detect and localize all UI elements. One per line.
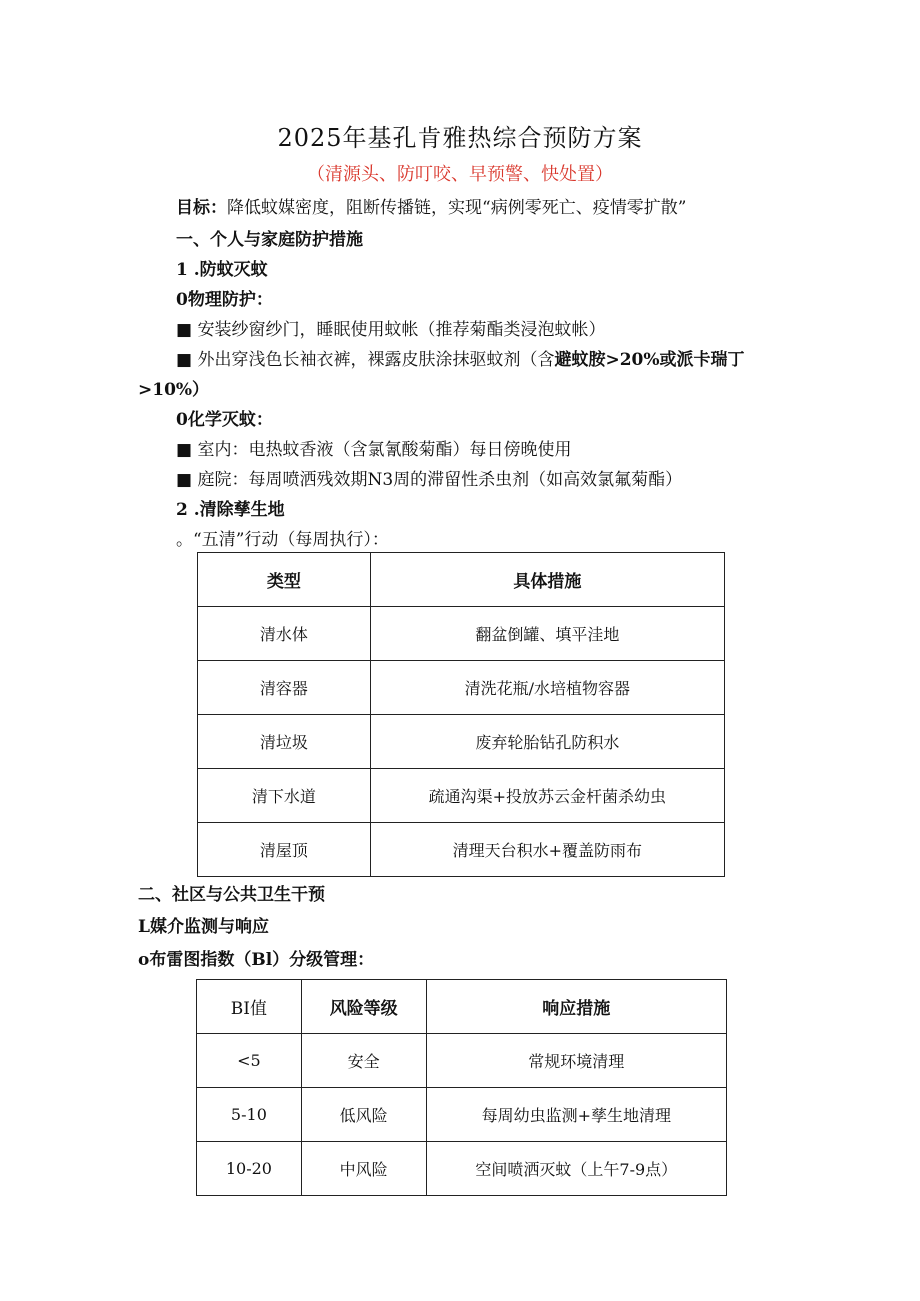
table-cell: 清水体 xyxy=(198,607,371,661)
five-clean-label: 。“五清”行动（每周执行）： xyxy=(176,530,389,550)
table-cell: 清下水道 xyxy=(198,769,371,823)
physical-item-1: ■ 安装纱窗纱门，睡眠使用蚊帐（推荐菊酯类浸泡蚊帐） xyxy=(176,320,606,340)
table-header-cell: 具体措施 xyxy=(370,553,724,607)
table-row xyxy=(198,607,725,661)
table-cell: 安全 xyxy=(301,1034,426,1088)
table-row xyxy=(198,769,725,823)
table-cell: 10-20 xyxy=(197,1142,302,1196)
table-cell: 空间喷洒灭蚊（上午7-9点） xyxy=(426,1142,726,1196)
table-header-cell: 响应措施 xyxy=(426,980,726,1034)
table-cell: 翻盆倒罐、填平洼地 xyxy=(370,607,724,661)
table-cell: 清垃圾 xyxy=(198,715,371,769)
physical-item-2-text: ■ 外出穿浅色长袖衣裤，裸露皮肤涂抹驱蚊剂（含 xyxy=(176,350,555,370)
table-cell: <5 xyxy=(197,1034,302,1088)
table-row xyxy=(198,715,725,769)
table-header-cell: 风险等级 xyxy=(301,980,426,1034)
table-cell: 每周幼虫监测+孳生地清理 xyxy=(426,1088,726,1142)
five-clean-table xyxy=(197,552,725,877)
table-header-row xyxy=(197,980,727,1034)
table-cell: 5-10 xyxy=(197,1088,302,1142)
table-cell: 清屋顶 xyxy=(198,823,371,877)
table-header-row xyxy=(198,553,725,607)
physical-protection-label: 0物理防护： xyxy=(176,290,273,310)
table-row xyxy=(197,1142,727,1196)
table-cell: 中风险 xyxy=(301,1142,426,1196)
physical-item-2 xyxy=(176,345,745,370)
goal-text: 降低蚊媒密度，阻断传播链，实现“病例零死亡、疫情零扩散” xyxy=(227,198,687,218)
goal-line xyxy=(176,193,686,218)
section-1-2-heading: 2 .清除孳生地 xyxy=(176,500,285,520)
physical-item-2-emphasis: 避蚊胺>20%或派卡瑞丁 xyxy=(554,350,745,370)
section-1-1-heading: 1 .防蚊灭蚊 xyxy=(176,260,268,280)
physical-item-2-continued: >10%） xyxy=(138,380,210,400)
table-cell: 废弃轮胎钻孔防积水 xyxy=(370,715,724,769)
table-cell: 低风险 xyxy=(301,1088,426,1142)
bi-grading-label: o布雷图指数（Bl）分级管理： xyxy=(138,950,375,970)
table-row xyxy=(197,1034,727,1088)
chemical-item-1: ■ 室内：电热蚊香液（含氯氰酸菊酯）每日傍晚使用 xyxy=(176,440,572,460)
table-cell: 清洗花瓶/水培植物容器 xyxy=(370,661,724,715)
table-header-cell: 类型 xyxy=(198,553,371,607)
table-row xyxy=(198,661,725,715)
table-cell: 疏通沟渠+投放苏云金杆菌杀幼虫 xyxy=(370,769,724,823)
table-header-cell: BI值 xyxy=(197,980,302,1034)
table-cell: 清容器 xyxy=(198,661,371,715)
page-title: 2025年基孔肯雅热综合预防方案 xyxy=(277,124,643,152)
chemical-control-label: 0化学灭蚊： xyxy=(176,410,273,430)
table-row xyxy=(198,823,725,877)
chemical-item-2: ■ 庭院：每周喷洒残效期N3周的滞留性杀虫剂（如高效氯氟菊酯） xyxy=(176,470,683,490)
bi-risk-table xyxy=(196,979,727,1196)
table-cell: 清理天台积水+覆盖防雨布 xyxy=(370,823,724,877)
section-1-heading: 一、个人与家庭防护措施 xyxy=(176,230,363,250)
page-subtitle: （清源头、防叮咬、早预警、快处置） xyxy=(307,164,613,185)
section-2-heading: 二、社区与公共卫生干预 xyxy=(138,885,325,905)
goal-label: 目标： xyxy=(176,198,227,218)
section-2-1-heading: L媒介监测与响应 xyxy=(138,917,269,937)
table-cell: 常规环境清理 xyxy=(426,1034,726,1088)
table-row xyxy=(197,1088,727,1142)
